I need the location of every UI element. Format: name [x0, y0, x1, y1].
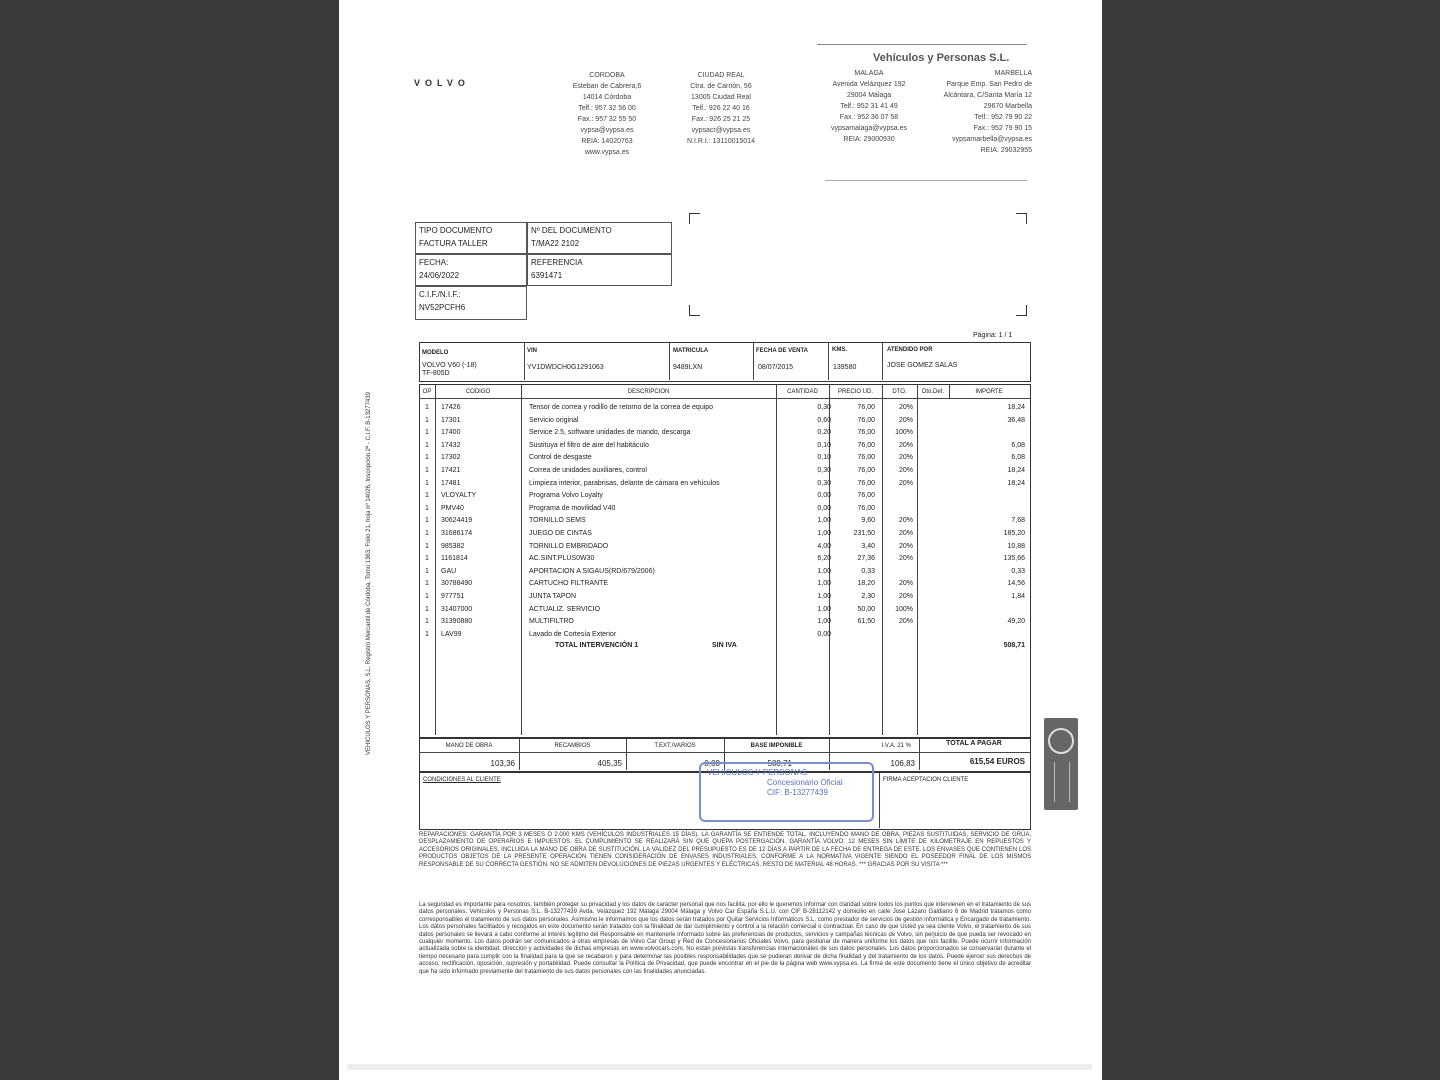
line-price: 76,00 — [857, 479, 875, 487]
line-code: 31390880 — [441, 618, 473, 626]
line-op: 1 — [425, 580, 429, 588]
line-op: 1 — [425, 441, 429, 449]
doc-cif-label: C.I.F./N.I.F.: — [419, 290, 461, 299]
line-description: Control de desgaste — [529, 454, 592, 462]
line-code: PMV40 — [441, 504, 464, 512]
doc-reference-cell — [527, 254, 672, 286]
line-amount: 10,88 — [1007, 542, 1025, 550]
line-quantity: 0,00 — [817, 504, 831, 512]
line-quantity: 1,00 — [817, 517, 831, 525]
total-pagar-label: TOTAL A PAGAR — [946, 740, 1002, 747]
line-op: 1 — [425, 492, 429, 500]
address-bracket-bl — [689, 305, 700, 316]
line-amount: 14,56 — [1007, 580, 1025, 588]
line-discount: 20% — [898, 454, 913, 462]
doc-type-label: TIPO DOCUMENTO — [419, 226, 493, 235]
recambios-value: 405,35 — [597, 759, 622, 768]
office-city: MALAGA — [854, 70, 884, 77]
line-quantity: 0,20 — [817, 429, 831, 437]
modelo-value-line: TF-805D — [422, 370, 450, 377]
line-code: 31686174 — [441, 530, 473, 537]
line-description: Programa Volvo Loyalty — [529, 492, 603, 500]
line-code: 17400 — [441, 429, 461, 437]
line-amount: 36,48 — [1007, 416, 1025, 424]
line-amount: 6,08 — [1011, 441, 1025, 449]
line-description: JUEGO DE CINTAS — [529, 530, 592, 537]
divider — [753, 343, 754, 380]
office-line: 14014 Córdoba — [582, 94, 632, 101]
line-amount: 18,24 — [1007, 467, 1025, 474]
office-city: CIUDAD REAL — [697, 72, 745, 79]
divider — [828, 343, 829, 380]
office-line: vypsacr@vypsa.es — [691, 127, 751, 134]
line-op: 1 — [425, 567, 429, 575]
line-price: 76,00 — [857, 416, 875, 424]
office-line: Ctra. de Carrión, 56 — [690, 83, 752, 90]
line-price: 2,30 — [861, 593, 875, 600]
line-description: ACTUALIZ. SERVICIO — [529, 605, 601, 613]
table-row — [419, 616, 1031, 629]
line-code: 17481 — [441, 479, 461, 487]
office-line: Fax.: 926 25 21 25 — [691, 116, 751, 123]
mano-obra-value: 103,36 — [490, 759, 515, 768]
modelo-value-line: VOLVO V60 (-18) — [422, 362, 477, 369]
office-line: 13005 Ciudad Real — [691, 94, 751, 101]
line-discount: 20% — [898, 580, 913, 588]
line-description: CARTUCHO FILTRANTE — [529, 580, 609, 588]
table-row — [419, 402, 1031, 415]
line-op: 1 — [425, 517, 429, 525]
line-description: MULTIFILTRO — [529, 618, 574, 626]
divider — [879, 773, 880, 828]
office-line: Alcántara, C/Santa María 12 — [943, 92, 1032, 99]
total-intervencion-iva: SIN IVA — [712, 642, 737, 649]
line-code: 30788490 — [441, 580, 473, 588]
line-price: 231,50 — [853, 530, 875, 537]
total-intervencion-row — [419, 640, 1031, 653]
line-discount: 100% — [895, 605, 913, 613]
office-line: REIA: 14020763 — [581, 138, 633, 145]
line-price: 76,00 — [857, 404, 875, 411]
line-description: Limpieza interior, parabrisas, delante de cámara en vehículos — [529, 479, 720, 487]
line-discount: 20% — [898, 416, 913, 424]
line-description: Servicio original — [529, 416, 579, 424]
line-price: 3,40 — [861, 542, 875, 550]
line-code: 30624419 — [441, 517, 473, 525]
line-description: APORTACION A SIGAUS(RD/679/2006) — [529, 567, 655, 575]
col-descripcion: DESCRIPCION — [627, 389, 670, 395]
office-cordoba — [557, 70, 657, 158]
atendido-value: JOSE GOMEZ SALAS — [887, 362, 958, 369]
line-amount: 1,84 — [1011, 593, 1025, 600]
vin-value: YV1DWDCH0G1291063 — [527, 364, 604, 371]
certification-text-icon — [1054, 762, 1070, 802]
totals-rule — [419, 752, 1031, 753]
office-line: Fax.: 952 79 90 15 — [973, 125, 1032, 132]
table-row — [419, 541, 1031, 554]
doc-cif-cell — [415, 286, 527, 320]
line-op: 1 — [425, 593, 429, 600]
total-intervencion-label: TOTAL INTERVENCIÓN 1 — [555, 642, 639, 649]
table-row — [419, 566, 1031, 579]
iva-value: 106,83 — [890, 759, 915, 768]
line-quantity: 0,00 — [817, 492, 831, 500]
line-code: 977751 — [441, 593, 465, 600]
line-amount: 7,68 — [1011, 517, 1025, 525]
vin-label: VIN — [527, 348, 538, 354]
line-discount: 20% — [898, 517, 913, 525]
line-quantity: 1,00 — [817, 605, 831, 613]
modelo-value — [422, 362, 477, 378]
line-quantity: 0,30 — [817, 404, 831, 411]
col-cantidad: CANTIDAD — [787, 389, 818, 395]
line-amount: 6,08 — [1011, 454, 1025, 462]
line-code: GAU — [441, 567, 457, 575]
line-op: 1 — [425, 404, 429, 411]
office-line: vypsa@vypsa.es — [580, 127, 634, 134]
office-line: Fax.: 957 32 55 50 — [577, 116, 637, 123]
office-line: Telf.: 957 32 56 00 — [578, 105, 636, 112]
fecha-venta-value: 08/07/2015 — [758, 364, 794, 371]
line-code: 1161814 — [441, 555, 468, 563]
total-intervencion-value: 508,71 — [1003, 642, 1025, 649]
invoice-page — [339, 0, 1102, 1080]
office-line: 29004 Málaga — [846, 92, 892, 99]
address-bracket-br — [1016, 305, 1027, 316]
matricula-value: 9489LXN — [673, 364, 703, 371]
office-line: REIA: 29032955 — [980, 147, 1032, 154]
ext-varios-label: T.EXT./VARIOS — [654, 743, 696, 749]
office-line: Esteban de Cabrera,6 — [572, 83, 642, 90]
divider — [524, 343, 525, 380]
stamp-line: VEHICULOS Y PERSONAS — [707, 768, 808, 777]
line-price: 76,00 — [857, 441, 875, 449]
line-price: 76,00 — [857, 492, 875, 500]
line-op: 1 — [425, 467, 429, 474]
address-bracket-tl — [689, 213, 700, 224]
line-code: 17301 — [441, 416, 461, 424]
line-price: 76,00 — [857, 454, 875, 462]
table-row — [419, 591, 1031, 604]
company-name: Vehículos y Personas S.L. — [873, 52, 1010, 64]
line-discount: 20% — [898, 441, 913, 449]
line-op: 1 — [425, 416, 429, 424]
table-row — [419, 490, 1031, 503]
line-price: 76,00 — [857, 429, 875, 437]
atendido-label: ATENDIDO POR — [887, 347, 933, 353]
col-codigo: CODIGO — [465, 389, 491, 395]
line-quantity: 1,00 — [817, 593, 831, 600]
line-discount: 20% — [898, 542, 913, 550]
stamp-line: CIF: B-13277439 — [767, 788, 828, 797]
ext-varios-value: 0,00 — [704, 759, 720, 768]
line-description: Service 2.5, software unidades de mando, descarga — [529, 429, 691, 437]
line-code: 31407000 — [441, 605, 473, 613]
office-line: Telf.: 952 31 41 49 — [840, 103, 898, 110]
volvo-logo: VOLVO — [414, 78, 470, 88]
fecha-venta-label: FECHA DE VENTA — [756, 348, 809, 354]
company-stamp — [699, 762, 874, 822]
line-amount: 185,20 — [1003, 530, 1025, 537]
office-line: Telf.: 952 79 90 22 — [974, 114, 1032, 121]
line-op: 1 — [425, 504, 429, 512]
certification-seal-icon — [1048, 728, 1074, 754]
doc-number-cell — [527, 222, 672, 254]
line-quantity: 6,20 — [817, 555, 831, 563]
divider — [669, 343, 670, 380]
line-discount: 20% — [898, 404, 913, 411]
line-description: TORNILLO SEMS — [529, 517, 586, 525]
office-city: CORDOBA — [589, 72, 625, 79]
iva-label: I.V.A. 21 % — [881, 743, 911, 749]
header-rule — [817, 44, 1027, 45]
table-row — [419, 553, 1031, 566]
col-precio: PRECIO UD. — [837, 389, 873, 395]
line-quantity: 1,00 — [817, 580, 831, 588]
table-row — [419, 440, 1031, 453]
line-description: AC.SINT.PLUS0W30 — [529, 555, 595, 563]
line-quantity: 1,00 — [817, 530, 831, 537]
line-code: VLOYALTY — [441, 492, 477, 500]
doc-date-label: FECHA: — [419, 258, 449, 267]
line-discount: 20% — [898, 555, 913, 563]
recambios-label: RECAMBIOS — [554, 743, 591, 749]
doc-number-value: T/MA22 2102 — [531, 239, 580, 248]
line-description: Tensor de correa y rodillo de retorno de la correa de equipo — [529, 404, 714, 411]
office-line: 29670 Marbella — [983, 103, 1032, 110]
table-row — [419, 503, 1031, 516]
line-description: Programa de movilidad V40 — [529, 504, 616, 512]
office-line: vypsamalaga@vypsa.es — [831, 125, 907, 132]
line-quantity: 0,30 — [817, 467, 831, 474]
table-row — [419, 465, 1031, 478]
line-quantity: 0,60 — [817, 416, 831, 424]
doc-type-cell — [415, 222, 527, 254]
line-amount: 0,33 — [1011, 567, 1025, 575]
line-discount: 20% — [898, 593, 913, 600]
office-city: MARBELLA — [994, 70, 1032, 77]
office-line: REIA: 29000930 — [843, 136, 895, 143]
base-imponible-value: 508,71 — [767, 759, 792, 768]
table-row — [419, 452, 1031, 465]
line-description: Correa de unidades auxiliares, control — [529, 467, 647, 474]
line-op: 1 — [425, 542, 429, 550]
table-row — [419, 427, 1031, 440]
page-bottom-edge — [347, 1064, 1092, 1070]
doc-reference-label: REFERENCIA — [531, 258, 583, 267]
line-op: 1 — [425, 605, 429, 613]
col-dto: DTO. — [892, 389, 907, 395]
line-code: 17432 — [441, 441, 461, 449]
office-line: Fax.: 952 36 07 58 — [839, 114, 899, 121]
office-line: Telf.: 926 22 40 16 — [692, 105, 750, 112]
doc-cif-value: NV52PCFH6 — [419, 303, 466, 312]
col-op: OP — [422, 389, 432, 395]
line-op: 1 — [425, 429, 429, 437]
line-discount: 100% — [895, 429, 913, 437]
line-code: 17426 — [441, 404, 461, 411]
doc-number-label: Nº DEL DOCUMENTO — [531, 226, 612, 235]
line-amount: 18,24 — [1007, 479, 1025, 487]
col-dto-def: Dto.Def. — [921, 389, 944, 395]
line-discount: 20% — [898, 467, 913, 474]
line-price: 76,00 — [857, 504, 875, 512]
doc-date-value: 24/06/2022 — [419, 271, 460, 280]
registry-vertical-text: VEHICULOS Y PERSONAS, S.L. Registro Mercantil de Córdoba, Tomo 1363, Folio 21, hoja nº 14026, Inscripción 2ª - C.I.F. B-13277439 — [366, 392, 372, 755]
line-quantity: 0,00 — [817, 630, 831, 638]
doc-date-cell — [415, 254, 527, 286]
table-row — [419, 604, 1031, 617]
line-quantity: 1,00 — [817, 618, 831, 626]
line-price: 9,60 — [861, 517, 875, 525]
line-op: 1 — [425, 479, 429, 487]
doc-type-value: FACTURA TALLER — [419, 239, 488, 248]
line-op: 1 — [425, 454, 429, 462]
line-discount: 20% — [898, 618, 913, 626]
line-discount: 20% — [898, 479, 913, 487]
line-code: LAV99 — [441, 630, 462, 638]
firma-label: FIRMA ACEPTACION CLIENTE — [883, 777, 969, 783]
line-price: 76,00 — [857, 467, 875, 474]
table-row — [419, 478, 1031, 491]
office-line: N.I.R.I.: 13110015014 — [687, 138, 755, 145]
line-op: 1 — [425, 630, 429, 638]
office-line: Avenida Velázquez 192 — [832, 81, 906, 88]
base-imponible-label: BASE IMPONIBLE — [750, 743, 803, 749]
line-price: 27,36 — [857, 555, 875, 563]
matricula-label: MATRICULA — [673, 348, 709, 354]
line-op: 1 — [425, 530, 429, 537]
conditions-label: CONDICIONES AL CLIENTE — [423, 777, 501, 783]
line-description: JUNTA TAPON — [529, 593, 577, 600]
line-price: 0,33 — [861, 567, 875, 575]
line-quantity: 0,10 — [817, 454, 831, 462]
office-line: vypsamarbella@vypsa.es — [952, 136, 1032, 143]
table-row — [419, 515, 1031, 528]
line-amount: 135,66 — [1003, 555, 1025, 563]
table-row — [419, 415, 1031, 428]
line-op: 1 — [425, 618, 429, 626]
office-ciudad-real — [671, 70, 771, 147]
table-row — [419, 528, 1031, 541]
kms-label: KMS. — [832, 347, 847, 353]
line-quantity: 1,00 — [817, 567, 831, 575]
table-header-rule — [419, 398, 1031, 399]
line-price: 61,50 — [857, 618, 875, 626]
page-number: Página: 1 / 1 — [973, 332, 1013, 339]
office-line: Parque Emp. San Pedro de — [946, 81, 1032, 88]
line-code: 17302 — [441, 454, 461, 462]
line-quantity: 0,10 — [817, 441, 831, 449]
line-price: 18,20 — [857, 580, 875, 588]
line-op: 1 — [425, 555, 429, 563]
stamp-line: Concesionario Oficial — [767, 778, 843, 787]
col-importe: IMPORTE — [975, 389, 1003, 395]
doc-reference-value: 6391471 — [531, 271, 563, 280]
line-quantity: 0,30 — [817, 479, 831, 487]
privacy-notice: La seguridad es importante para nosotros, también proteger su privacidad y los datos de carácter personal que nos facilita, por ello le queremos informar con claridad sobre todos los puntos que intervienen en el tratamiento de sus datos personales. Vehículos y Personas S.L. B-13277439 Avda. Velázquez 192 Málaga 29004 Málaga y Volvo Car España S.L.U. con CIF B-28112142 y domicilio en calle José Lázaro Galdiano 6 de Madrid tratamos como corresponsables el tratamiento de sus datos personales. Asimismo le informamos que los datos serán tratados por Quitar Servicios Informáticos S.L. como prestador de servicios de gestión informática y Encargado de tratamiento. Los datos personales facilitados y recogidos en este documento serán tratados con la finalidad de dar cumplimiento y control a la relación comercial o contractual. En caso de que Usted ya sea cliente Volvo, el tratamiento de sus datos personales se llevará a cabo conforme al interés legítimo del Responsable en mantenerle informado sobre las preferencias de productos, servicios y campañas técnicas de Volvo, sin perjuicio de que pueda ser revocado en cualquier momento. Los datos podrán ser comunicados a otras empresas de Volvo Car Group y Red de Concesionarios Oficiales Volvo, para gestionar de manera uniforme los datos que nos facilite. Puede ocurrir información actualizada sobre la identidad, dirección y actividades de dichas empresas en www.volvocars.com. No están previstas transferencias internacionales de sus datos personales. Los datos proporcionados se conservarán durante el tiempo necesario para cumplir con la finalidad para la que se recabaron y para determinar las posibles responsabilidades que se pudieran derivar de dicha finalidad y del tratamiento de los datos. Puede ejercer sus derechos de acceso, rectificación, oposición, supresión y portabilidad. Puede consultar la Política de Privacidad, que puede encontrar en el pie de la página web www.vypsa.es. La firma de este documento tiene el único objetivo de acreditar que ha sido informado previamente del tratamiento de sus datos personales con las finalidades anunciadas. — [419, 902, 1031, 975]
line-description: TORNILLO EMBRIDADO — [529, 542, 609, 550]
mano-obra-label: MANO DE OBRA — [445, 743, 493, 749]
table-row — [419, 578, 1031, 591]
line-code: 17421 — [441, 467, 461, 474]
divider — [882, 343, 883, 380]
kms-value: 139580 — [833, 364, 857, 371]
line-description: Sustituya el filtro de aire del habitáculo — [529, 441, 649, 449]
line-code: 985382 — [441, 542, 465, 550]
warranty-terms: REPARACIONES: GARANTÍA POR 3 MESES O 2.000 KMS (VEHÍCULOS INDUSTRIALES 15 DÍAS). LA GARANTÍA SE ENTIENDE TOTAL, INCLUYENDO MANO DE OBRA, PIEZAS SUSTITUIDAS, SERVICIO DE GRÚA, DESPLAZAMIENTO DE OPERARIOS E IMPUESTOS. EL CUMPLIMIENTO SE REALIZARÁ SIN QUE QUEPA POSTERGACIÓN. GARANTÍA VOLVO: 12 MESES SIN LÍMITE DE KILOMETRAJE EN REPUESTOS Y ACCESORIOS ORIGINALES, INCLUIDA LA MANO DE OBRA DE SUSTITUCIÓN. LA VALIDEZ DEL PRESUPUESTO ES DE 12 DÍAS A PARTIR DE LA FECHA DE ENTREGA DE ESTE. LOS ENVASES QUE CONTIENEN LOS PRODUCTOS OBJETOS DE LA PRESENTE OPERACIÓN TIENEN CONSIDERACIÓN DE ENVASES INDUSTRIALES, CONFORME A LA NORMATIVA VIGENTE SIENDO EL POSEEDOR FINAL DE LOS MISMOS RESPONSABLE DE SU CORRECTA GESTIÓN. NO SE ADMITEN DEVOLUCIONES DE PIEZAS URGENTES Y ELÉCTRICAS. RESTO DE MATERIAL 48 HORAS. *** GRACIAS POR SU VISITA *** — [419, 832, 1031, 868]
line-discount: 20% — [898, 530, 913, 537]
office-marbella — [914, 68, 1032, 156]
header-rule-bottom — [825, 180, 1027, 181]
line-description: Lavado de Cortesía Exterior — [529, 630, 617, 638]
line-quantity: 4,00 — [817, 542, 831, 550]
line-amount: 18,24 — [1007, 404, 1025, 411]
line-amount: 49,20 — [1007, 618, 1025, 626]
total-pagar-value: 615,54 EUROS — [969, 757, 1025, 766]
address-bracket-tr — [1016, 213, 1027, 224]
line-price: 50,00 — [857, 605, 875, 613]
office-line: www.vypsa.es — [584, 149, 630, 156]
modelo-label: MODELO — [422, 350, 449, 356]
certification-badge — [1044, 718, 1078, 810]
